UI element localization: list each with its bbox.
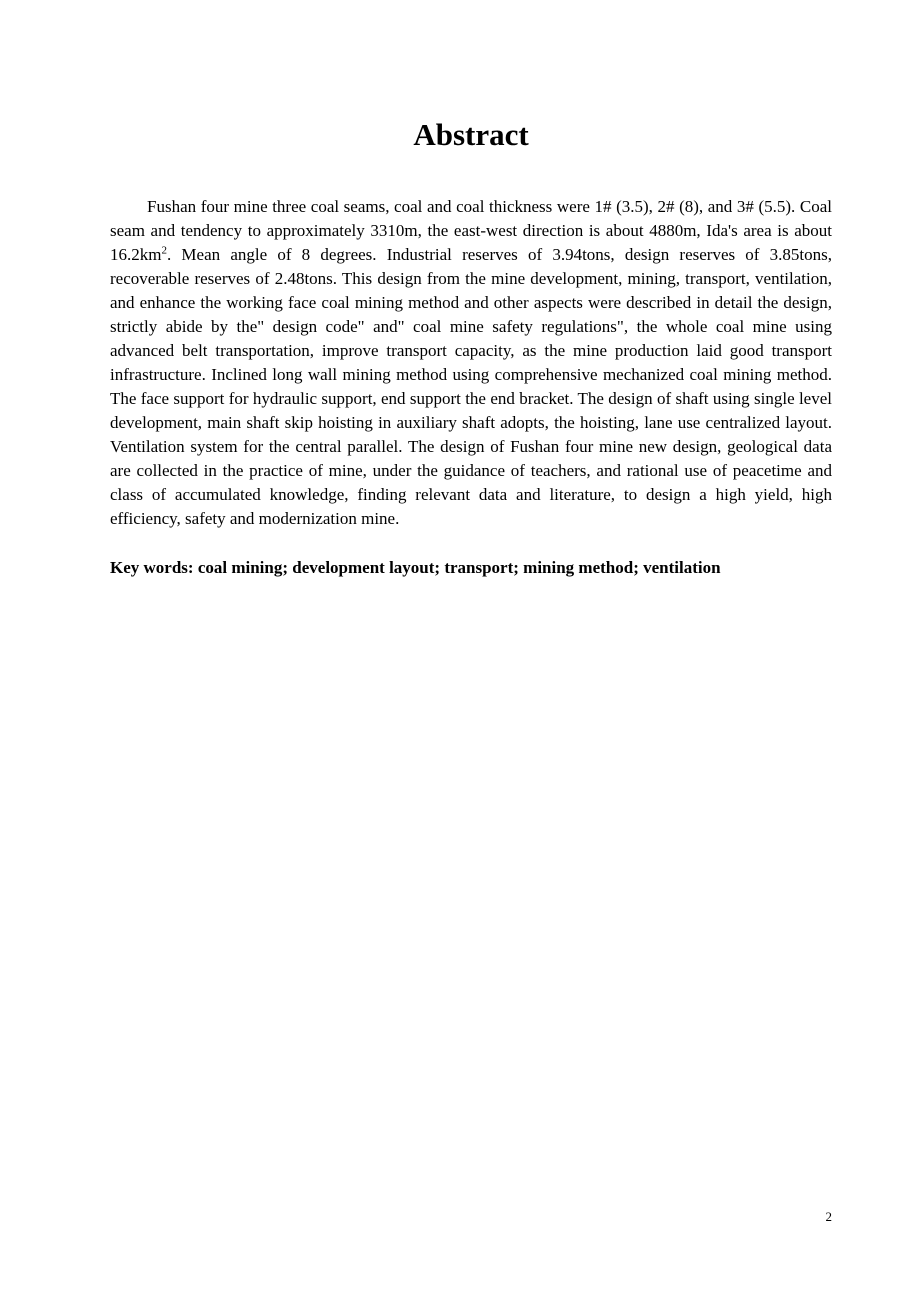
abstract-text-part2: . Mean angle of 8 degrees. Industrial reserves of 3.94tons, design reserves of 3.85tons, recoverable reserves of 2.48tons. This design from the mine development, mining, transport, ventilation, and enhance the working face coal mining method and other aspects were described in detail the design, strictly abide by the" design code" and" coal mine safety regulations", the whole coal mine using advanced belt transportation, improve transport capacity, as the mine production laid good transport infrastructure. Inclined long wall mining method using comprehensive mechanized coal mining method. The face support for hydraulic support, end support the end bracket. The design of shaft using single level development, main shaft skip hoisting in auxiliary shaft adopts, the hoisting, lane use centralized layout. Ventilation system for the central parallel. The design of Fushan four mine new design, geological data are collected in the practice of mine, under the guidance of teachers, and rational use of peacetime and class of accumulated knowledge, finding relevant data and literature, to design a high yield, high efficiency, safety and modernization mine.: [110, 245, 832, 528]
page-title: Abstract: [413, 117, 529, 152]
abstract-paragraph: [110, 195, 832, 531]
keywords-line: Key words: coal mining; development layout; transport; mining method; ventilation: [110, 558, 721, 577]
area-unit-superscript: 2: [161, 244, 167, 257]
abstract-text-part1: Fushan four mine three coal seams, coal and coal thickness were 1# (3.5), 2# (8), and 3# (5.5). Coal seam and tendency to approximately 3310m, the east-west direction is about 4880m, Ida's area is about 16.2km: [110, 197, 832, 264]
page-number: 2: [825, 1209, 832, 1224]
